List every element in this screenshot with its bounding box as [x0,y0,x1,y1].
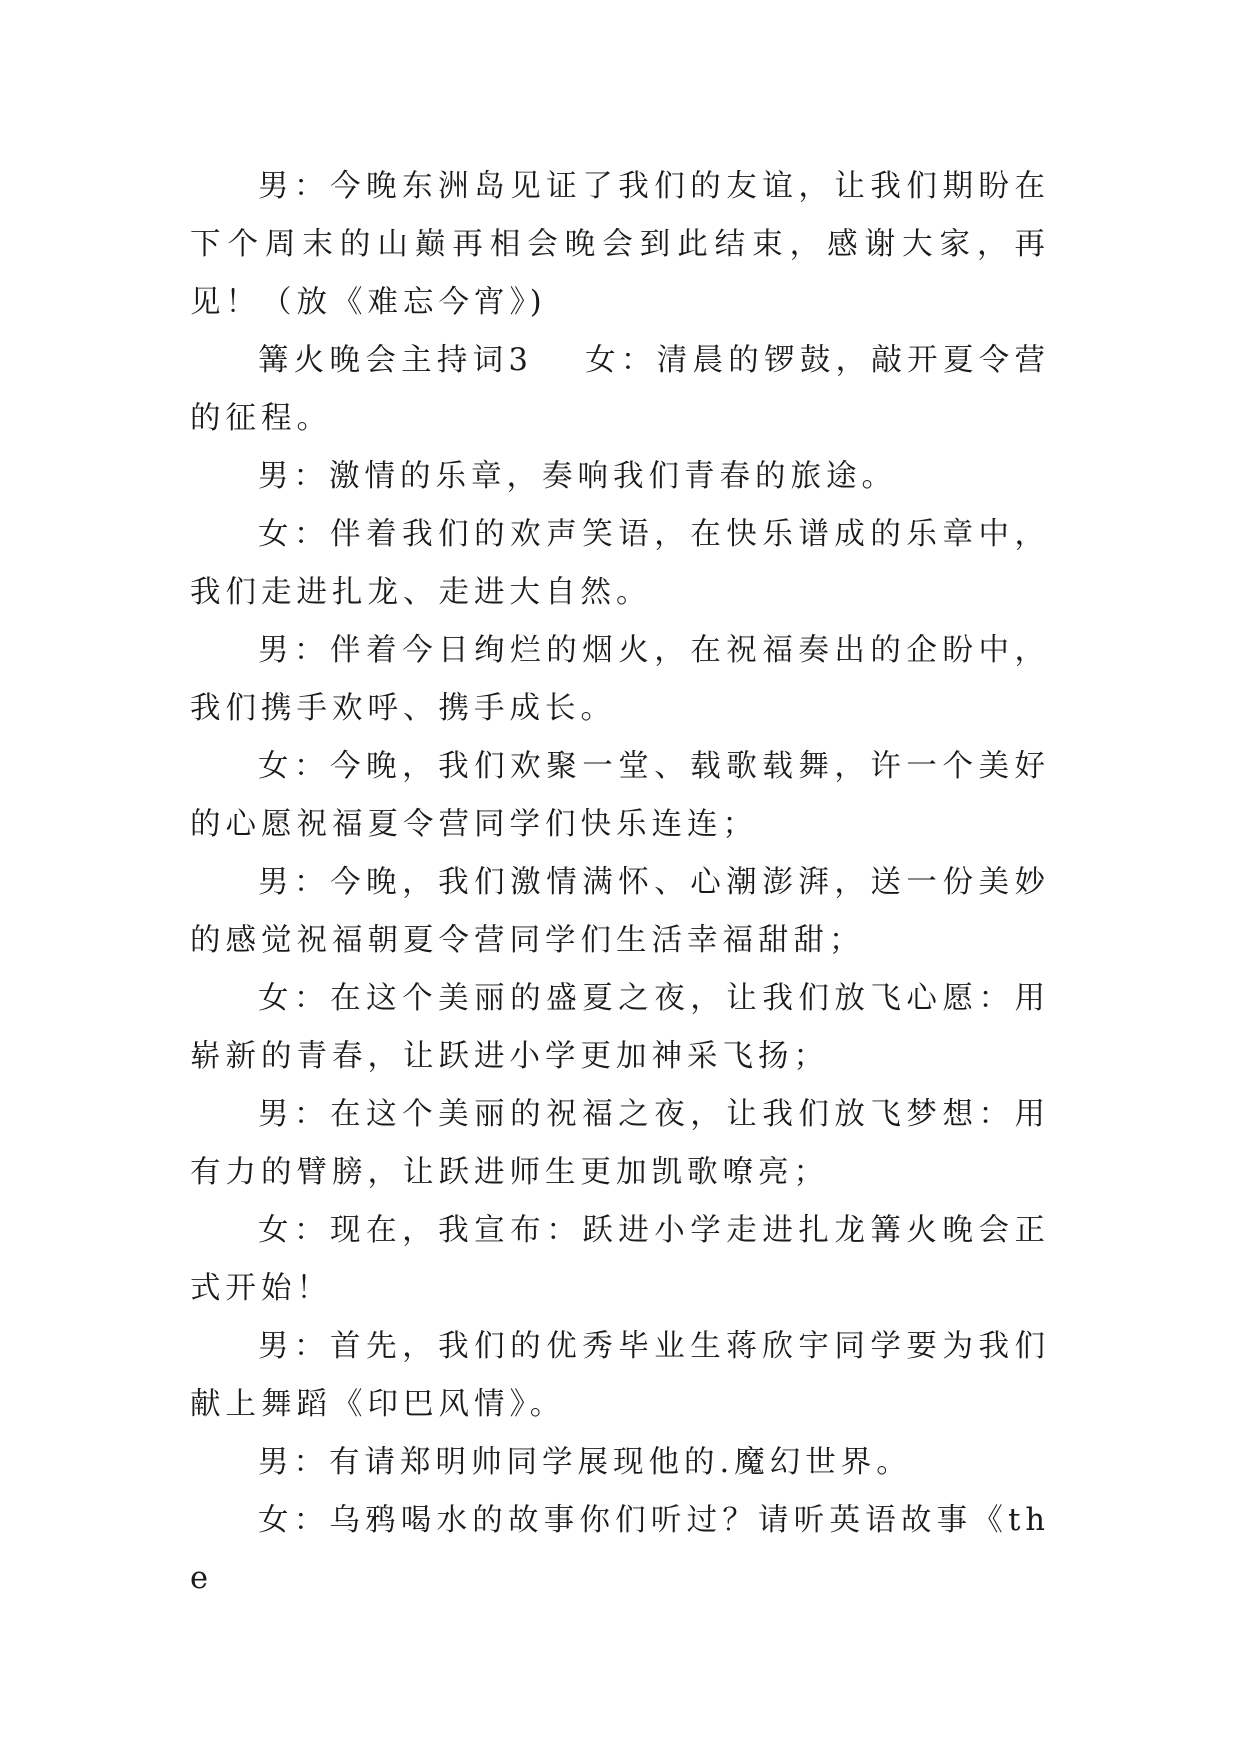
paragraph-male-magic: 男：有请郑明帅同学展现他的.魔幻世界。 [258,1445,912,1480]
section-heading: 篝火晚会主持词3 [258,343,533,378]
paragraph-female-dawn-drums: 女：清晨的锣鼓，敲开夏令营的征程。 [190,343,1051,436]
paragraph-female-laughter: 女：伴着我们的欢声笑语，在快乐谱成的乐章中，我们走进扎龙、走进大自然。 [190,517,1050,610]
paragraph-section-3-opening [190,332,1050,448]
document-body [190,158,1050,1608]
paragraph-male-tonight: 男：今晚，我们激情满怀、心潮澎湃，送一份美妙的感觉祝福朝夏令营同学们生活幸福甜甜； [190,865,1050,958]
paragraph-male-passion: 男：激情的乐章，奏响我们青春的旅途。 [258,459,897,494]
paragraph-male-dance: 男：首先，我们的优秀毕业生蒋欣宇同学要为我们献上舞蹈《印巴风情》。 [190,1329,1050,1422]
paragraph-female-story: 女：乌鸦喝水的故事你们听过？请听英语故事《the [190,1503,1050,1596]
paragraph-female-announcement: 女：现在，我宣布：跃进小学走进扎龙篝火晚会正式开始！ [190,1213,1050,1306]
paragraph-male-fireworks: 男：伴着今日绚烂的烟火，在祝福奏出的企盼中，我们携手欢呼、携手成长。 [190,633,1050,726]
paragraph-closing-remarks: 男：今晚东洲岛见证了我们的友谊，让我们期盼在下个周末的山巅再相会晚会到此结束，感谢大家，再见！（放《难忘今宵》) [190,169,1050,320]
paragraph-male-blessing-night: 男：在这个美丽的祝福之夜，让我们放飞梦想：用有力的臂膀，让跃进师生更加凯歌嘹亮； [190,1097,1050,1190]
paragraph-female-summer-night: 女：在这个美丽的盛夏之夜，让我们放飞心愿：用崭新的青春，让跃进小学更加神采飞扬； [190,981,1050,1074]
paragraph-female-tonight: 女：今晚，我们欢聚一堂、载歌载舞，许一个美好的心愿祝福夏令营同学们快乐连连； [190,749,1050,842]
